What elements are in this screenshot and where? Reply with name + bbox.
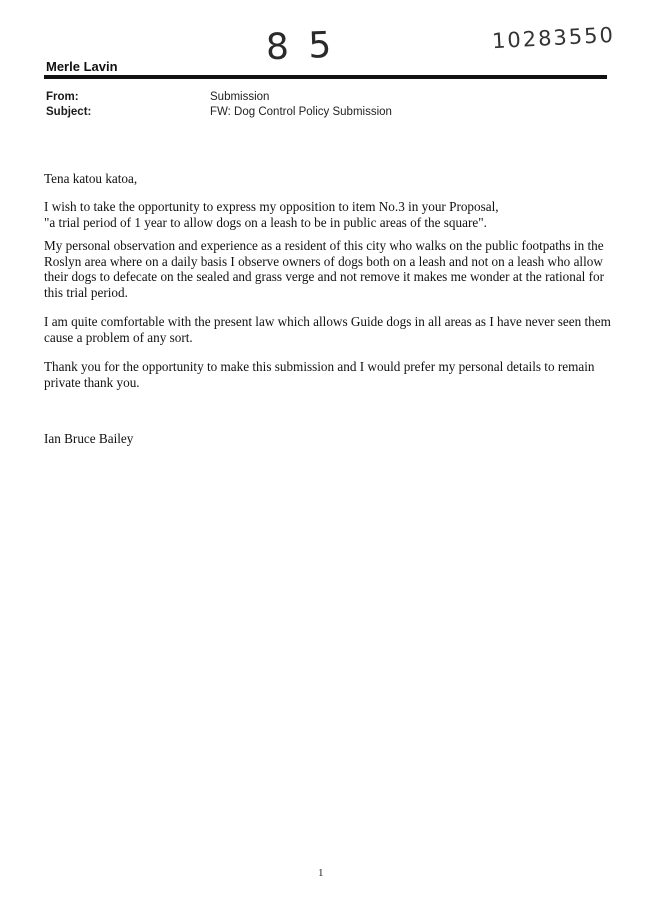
subject-value: FW: Dog Control Policy Submission [210, 106, 392, 118]
handwritten-submission-number: 8 5 [265, 24, 336, 69]
from-row [46, 90, 392, 105]
page-number: 1 [318, 867, 324, 879]
subject-label: Subject: [46, 106, 92, 118]
letter-greeting: Tena katou katoa, [44, 171, 138, 186]
letter-paragraph-3: I am quite comfortable with the present law which allows Guide dogs in all areas as I have never seen them cause a problem of any sort. [44, 314, 611, 345]
subject-row [46, 105, 392, 120]
from-value: Submission [210, 91, 270, 103]
letter-paragraph-4: Thank you for the opportunity to make this submission and I would prefer my personal details to remain private thank you. [44, 359, 595, 390]
from-label: From: [46, 91, 79, 103]
header-divider [44, 75, 607, 79]
handwritten-reference-number: 10283550 [491, 22, 616, 54]
email-meta [46, 90, 392, 120]
letter-paragraph-2: My personal observation and experience as a resident of this city who walks on the public footpaths in the Roslyn area where on a daily basis I observe owners of dogs both on a leash and not on a leash who allow their dogs to defecate on the sealed and grass verge and not remove it makes me wonder at the rational for this trial period. [44, 238, 605, 300]
letter-paragraph-1: I wish to take the opportunity to express my opposition to item No.3 in your Proposal, "a trial period of 1 year to allow dogs on a leash to be in public areas of the square". [44, 199, 499, 230]
sender-name: Merle Lavin [46, 59, 118, 74]
letter-signature: Ian Bruce Bailey [44, 431, 134, 446]
